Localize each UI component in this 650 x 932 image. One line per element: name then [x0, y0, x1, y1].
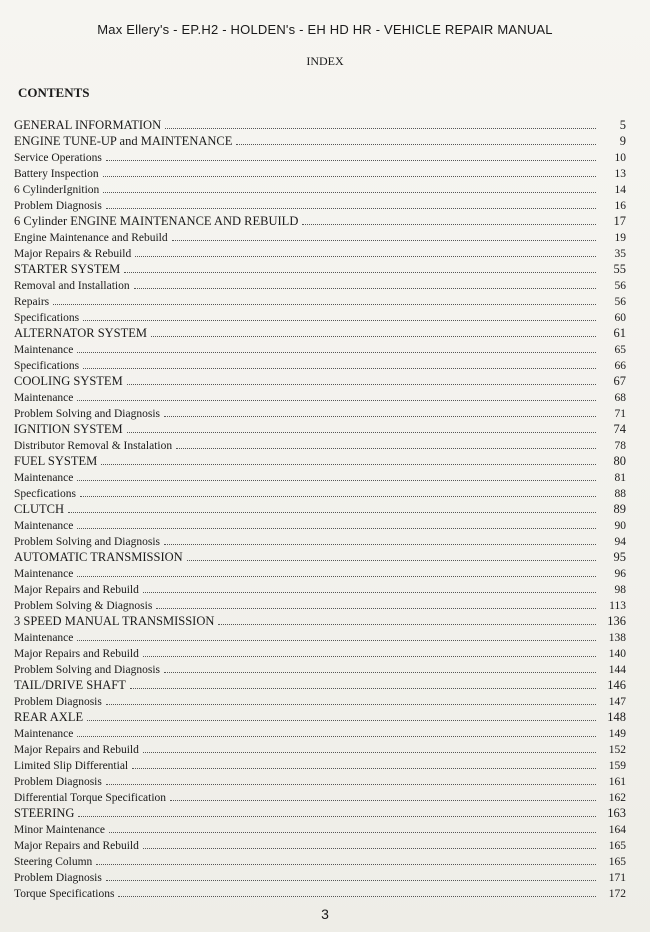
toc-subentry — [14, 885, 626, 901]
toc-entry-page: 144 — [608, 664, 626, 676]
toc-entry-page: 35 — [614, 248, 626, 260]
toc-section-entry — [14, 261, 626, 277]
toc-entry-page: 56 — [614, 296, 626, 308]
toc-subentry — [14, 757, 626, 773]
toc-entry-page: 9 — [619, 134, 626, 148]
dot-leader — [218, 613, 596, 625]
toc-section-entry — [14, 805, 626, 821]
toc-subentry — [14, 517, 626, 533]
toc-entry-page: 66 — [614, 360, 626, 372]
dot-leader — [106, 693, 596, 705]
toc-entry-label: Problem Solving and Diagnosis — [14, 536, 160, 548]
toc-subentry — [14, 165, 626, 181]
toc-entry-label: FUEL SYSTEM — [14, 454, 98, 468]
toc-entry-page: 16 — [614, 200, 626, 212]
dot-leader — [68, 501, 596, 513]
toc-entry-label: ENGINE TUNE-UP and MAINTENANCE — [14, 134, 233, 148]
toc-entry-label: Major Repairs and Rebuild — [14, 744, 139, 756]
toc-section-entry — [14, 501, 626, 517]
toc-entry-page: 96 — [614, 568, 626, 580]
toc-entry-label: Problem Diagnosis — [14, 696, 102, 708]
manual-header-title: Max Ellery's - EP.H2 - HOLDEN's - EH HD HR - VEHICLE REPAIR MANUAL — [97, 22, 553, 37]
dot-leader — [77, 341, 596, 353]
table-of-contents — [14, 117, 626, 901]
toc-entry-page: 65 — [614, 344, 626, 356]
dot-leader — [83, 357, 596, 369]
dot-leader — [143, 837, 596, 849]
dot-leader — [101, 453, 596, 465]
toc-entry-page: 88 — [614, 488, 626, 500]
toc-entry-page: 163 — [607, 806, 626, 820]
dot-leader — [53, 293, 596, 305]
toc-section-entry — [14, 373, 626, 389]
toc-entry-label: 6 CylinderIgnition — [14, 184, 100, 196]
dot-leader — [77, 469, 596, 481]
toc-subentry — [14, 581, 626, 597]
toc-section-entry — [14, 677, 626, 693]
toc-entry-page: 171 — [608, 872, 626, 884]
toc-entry-page: 71 — [614, 408, 626, 420]
dot-leader — [156, 597, 596, 609]
toc-entry-page: 61 — [613, 326, 626, 340]
toc-section-entry — [14, 325, 626, 341]
toc-entry-page: 95 — [613, 550, 626, 564]
dot-leader — [96, 853, 596, 865]
toc-entry-label: Problem Solving and Diagnosis — [14, 664, 160, 676]
dot-leader — [132, 757, 596, 769]
toc-entry-label: Maintenance — [14, 472, 74, 484]
dot-leader — [80, 485, 596, 497]
toc-entry-page: 81 — [614, 472, 626, 484]
toc-entry-page: 80 — [613, 454, 626, 468]
dot-leader — [135, 245, 596, 257]
toc-subentry — [14, 837, 626, 853]
toc-entry-page: 19 — [614, 232, 626, 244]
toc-section-entry — [14, 709, 626, 725]
toc-entry-label: GENERAL INFORMATION — [14, 118, 162, 132]
dot-leader — [77, 629, 596, 641]
toc-entry-label: Maintenance — [14, 344, 74, 356]
toc-entry-label: Limited Slip Differential — [14, 760, 129, 772]
dot-leader — [143, 645, 596, 657]
toc-entry-label: Differential Torque Specification — [14, 792, 167, 804]
toc-entry-label: Maintenance — [14, 568, 74, 580]
toc-entry-label: Maintenance — [14, 728, 74, 740]
toc-entry-label: Specifications — [14, 312, 80, 324]
toc-section-entry — [14, 213, 626, 229]
dot-leader — [118, 885, 596, 897]
toc-subentry — [14, 789, 626, 805]
toc-entry-page: 138 — [608, 632, 626, 644]
toc-subentry — [14, 197, 626, 213]
toc-entry-label: Major Repairs & Rebuild — [14, 248, 132, 260]
toc-subentry — [14, 773, 626, 789]
toc-entry-page: 149 — [608, 728, 626, 740]
toc-entry-page: 146 — [607, 678, 626, 692]
toc-entry-label: Steering Column — [14, 856, 93, 868]
dot-leader — [83, 309, 596, 321]
toc-entry-page: 10 — [614, 152, 626, 164]
toc-entry-page: 94 — [614, 536, 626, 548]
toc-entry-label: Battery Inspection — [14, 168, 99, 180]
toc-subentry — [14, 469, 626, 485]
dot-leader — [176, 437, 596, 449]
dot-leader — [124, 261, 596, 273]
dot-leader — [134, 277, 596, 289]
toc-entry-label: Problem Solving and Diagnosis — [14, 408, 160, 420]
toc-subentry — [14, 485, 626, 501]
toc-subentry — [14, 741, 626, 757]
dot-leader — [77, 517, 596, 529]
index-heading: INDEX — [306, 54, 344, 68]
toc-entry-page: 140 — [608, 648, 626, 660]
toc-entry-label: STARTER SYSTEM — [14, 262, 121, 276]
dot-leader — [130, 677, 596, 689]
toc-subentry — [14, 437, 626, 453]
toc-subentry — [14, 389, 626, 405]
toc-entry-label: COOLING SYSTEM — [14, 374, 123, 388]
dot-leader — [143, 741, 596, 753]
toc-subentry — [14, 869, 626, 885]
toc-entry-label: 6 Cylinder ENGINE MAINTENANCE AND REBUILD — [14, 214, 299, 228]
toc-entry-label: Problem Diagnosis — [14, 776, 102, 788]
toc-section-entry — [14, 549, 626, 565]
toc-subentry — [14, 357, 626, 373]
toc-entry-label: ALTERNATOR SYSTEM — [14, 326, 148, 340]
toc-entry-page: 165 — [608, 840, 626, 852]
toc-entry-page: 68 — [614, 392, 626, 404]
toc-entry-label: IGNITION SYSTEM — [14, 422, 123, 436]
dot-leader — [172, 229, 596, 241]
dot-leader — [77, 389, 596, 401]
toc-subentry — [14, 565, 626, 581]
dot-leader — [77, 565, 596, 577]
dot-leader — [127, 421, 596, 433]
toc-entry-label: Maintenance — [14, 392, 74, 404]
dot-leader — [106, 869, 596, 881]
dot-leader — [164, 661, 596, 673]
toc-subentry — [14, 293, 626, 309]
toc-subentry — [14, 405, 626, 421]
toc-subentry — [14, 853, 626, 869]
toc-entry-page: 14 — [614, 184, 626, 196]
dot-leader — [87, 709, 596, 721]
dot-leader — [109, 821, 596, 833]
toc-entry-label: Minor Maintenance — [14, 824, 106, 836]
toc-entry-label: STEERING — [14, 806, 75, 820]
toc-entry-page: 136 — [607, 614, 626, 628]
toc-entry-page: 17 — [613, 214, 626, 228]
toc-entry-label: REAR AXLE — [14, 710, 84, 724]
toc-entry-label: Problem Diagnosis — [14, 200, 102, 212]
toc-entry-label: Maintenance — [14, 520, 74, 532]
dot-leader — [187, 549, 596, 561]
toc-entry-page: 13 — [614, 168, 626, 180]
toc-subentry — [14, 821, 626, 837]
toc-entry-page: 172 — [608, 888, 626, 900]
contents-heading: CONTENTS — [18, 85, 90, 100]
dot-leader — [106, 773, 596, 785]
toc-entry-page: 90 — [614, 520, 626, 532]
dot-leader — [302, 213, 596, 225]
toc-subentry — [14, 229, 626, 245]
toc-entry-page: 148 — [607, 710, 626, 724]
toc-subentry — [14, 181, 626, 197]
toc-entry-label: Distributor Removal & Instalation — [14, 440, 173, 452]
toc-subentry — [14, 645, 626, 661]
toc-entry-page: 147 — [608, 696, 626, 708]
toc-section-entry — [14, 453, 626, 469]
toc-entry-label: Repairs — [14, 296, 50, 308]
dot-leader — [77, 725, 596, 737]
toc-entry-label: Service Operations — [14, 152, 102, 164]
toc-entry-page: 152 — [608, 744, 626, 756]
dot-leader — [103, 181, 596, 193]
toc-entry-page: 74 — [613, 422, 626, 436]
toc-entry-label: 3 SPEED MANUAL TRANSMISSION — [14, 614, 215, 628]
toc-entry-label: Problem Diagnosis — [14, 872, 102, 884]
page-number: 3 — [321, 906, 329, 922]
toc-entry-label: Major Repairs and Rebuild — [14, 648, 139, 660]
toc-entry-label: TAIL/DRIVE SHAFT — [14, 678, 126, 692]
dot-leader — [164, 533, 596, 545]
dot-leader — [236, 133, 596, 145]
toc-subentry — [14, 533, 626, 549]
toc-section-entry — [14, 613, 626, 629]
toc-entry-page: 56 — [614, 280, 626, 292]
toc-section-entry — [14, 421, 626, 437]
dot-leader — [127, 373, 596, 385]
toc-entry-label: Torque Specifications — [14, 888, 115, 900]
toc-entry-label: Problem Solving & Diagnosis — [14, 600, 153, 612]
toc-entry-label: CLUTCH — [14, 502, 64, 516]
dot-leader — [170, 789, 596, 801]
toc-entry-page: 113 — [609, 600, 626, 612]
toc-entry-label: Maintenance — [14, 632, 74, 644]
dot-leader — [164, 405, 596, 417]
toc-entry-label: Engine Maintenance and Rebuild — [14, 232, 168, 244]
toc-entry-label: Removal and Installation — [14, 280, 130, 292]
toc-subentry — [14, 597, 626, 613]
dot-leader — [143, 581, 596, 593]
toc-entry-label: Major Repairs and Rebuild — [14, 584, 139, 596]
toc-entry-page: 159 — [608, 760, 626, 772]
toc-subentry — [14, 309, 626, 325]
toc-entry-page: 67 — [613, 374, 626, 388]
toc-section-entry — [14, 117, 626, 133]
toc-entry-page: 60 — [614, 312, 626, 324]
toc-entry-page: 98 — [614, 584, 626, 596]
toc-subentry — [14, 341, 626, 357]
dot-leader — [106, 197, 596, 209]
toc-subentry — [14, 693, 626, 709]
toc-subentry — [14, 149, 626, 165]
toc-entry-label: Specifications — [14, 360, 80, 372]
dot-leader — [151, 325, 596, 337]
toc-subentry — [14, 245, 626, 261]
dot-leader — [78, 805, 596, 817]
dot-leader — [165, 117, 596, 129]
toc-entry-page: 55 — [613, 262, 626, 276]
toc-subentry — [14, 629, 626, 645]
toc-entry-label: AUTOMATIC TRANSMISSION — [14, 550, 183, 564]
toc-section-entry — [14, 133, 626, 149]
toc-subentry — [14, 661, 626, 677]
toc-entry-page: 162 — [608, 792, 626, 804]
toc-entry-page: 78 — [614, 440, 626, 452]
toc-entry-page: 164 — [608, 824, 626, 836]
toc-entry-page: 161 — [608, 776, 626, 788]
toc-subentry — [14, 725, 626, 741]
toc-entry-page: 89 — [613, 502, 626, 516]
toc-entry-page: 165 — [608, 856, 626, 868]
toc-entry-label: Major Repairs and Rebuild — [14, 840, 139, 852]
dot-leader — [106, 149, 596, 161]
toc-entry-page: 5 — [619, 118, 626, 132]
toc-entry-label: Specfications — [14, 488, 76, 500]
toc-subentry — [14, 277, 626, 293]
dot-leader — [103, 165, 596, 177]
